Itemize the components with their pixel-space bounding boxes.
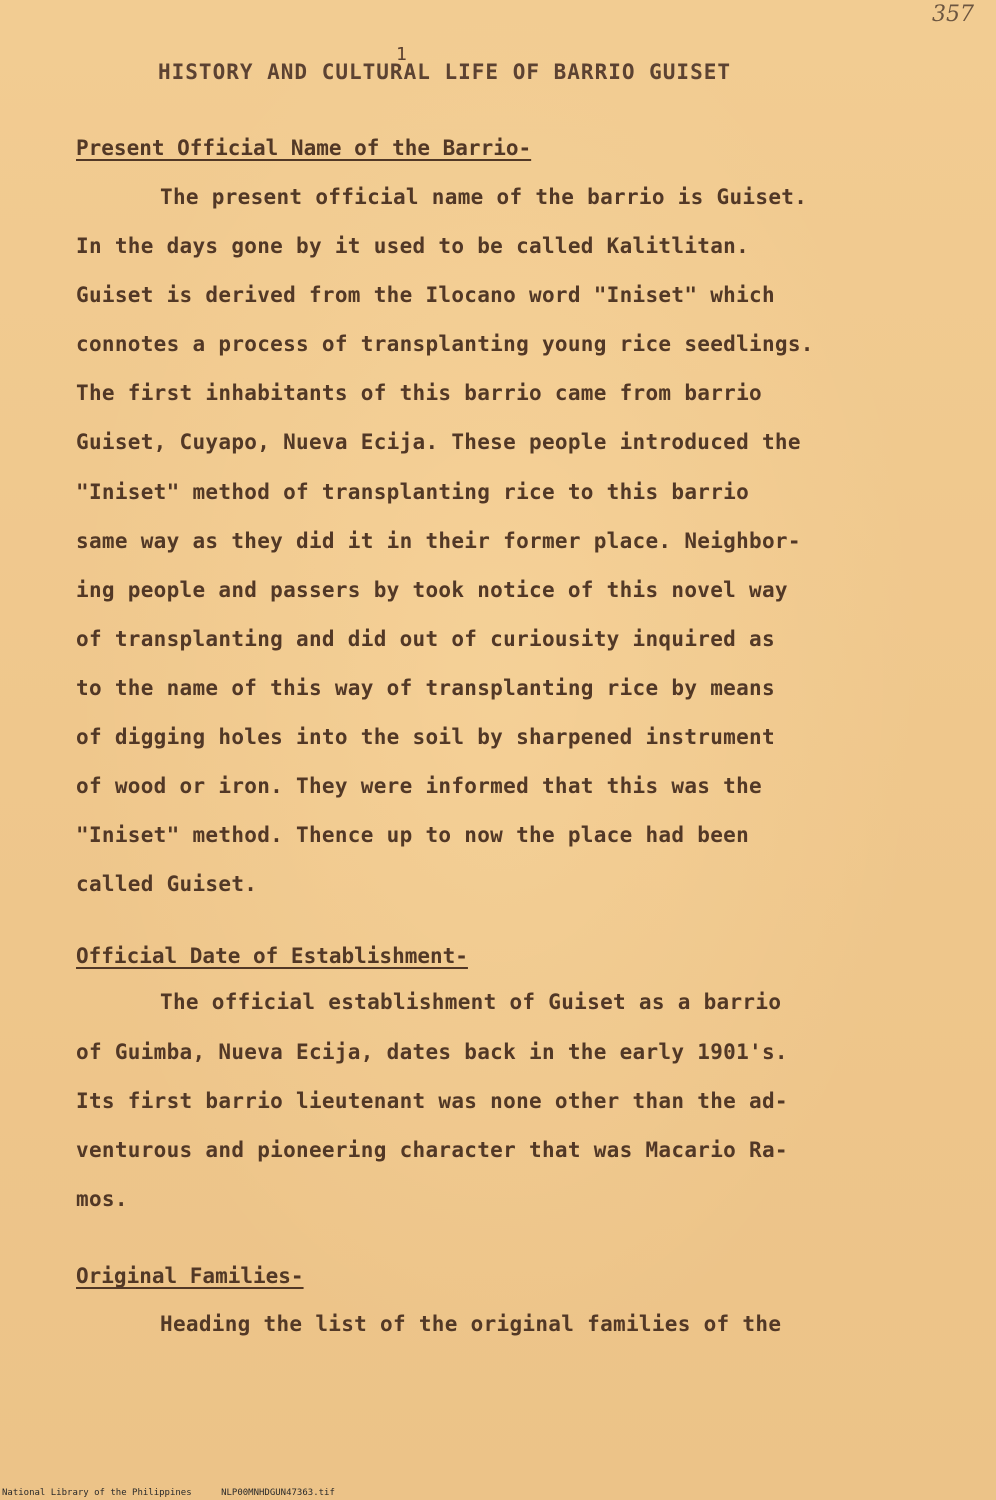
page-number: 357 xyxy=(932,2,974,27)
body-line: to the name of this way of transplanting rice by means xyxy=(76,676,775,700)
body-line: Guiset, Cuyapo, Nueva Ecija. These people introduced the xyxy=(76,430,801,454)
body-line: mos. xyxy=(76,1187,128,1211)
body-line: of Guimba, Nueva Ecija, dates back in the early 1901's. xyxy=(76,1040,788,1064)
footer-file-id: NLP00MNHDGUN47363.tif xyxy=(221,1488,335,1498)
section-heading-establishment: Official Date of Establishment- xyxy=(76,944,468,968)
scan-footer xyxy=(2,1488,359,1498)
body-line: of digging holes into the soil by sharpened instrument xyxy=(76,725,775,749)
body-line: ing people and passers by took notice of this novel way xyxy=(76,578,788,602)
body-line: The present official name of the barrio is Guiset. xyxy=(160,185,808,209)
body-line: of wood or iron. They were informed that this was the xyxy=(76,774,762,798)
body-line: called Guiset. xyxy=(76,872,258,896)
document-title: HISTORY AND CULTURAL LIFE OF BARRIO GUISET xyxy=(158,60,732,84)
body-line: venturous and pioneering character that was Macario Ra- xyxy=(76,1138,788,1162)
body-line: Guiset is derived from the Ilocano word "Iniset" which xyxy=(76,283,775,307)
body-line: The official establishment of Guiset as a barrio xyxy=(160,990,782,1014)
body-line: In the days gone by it used to be called Kalitlitan. xyxy=(76,234,750,258)
folio-number: 1 xyxy=(396,44,407,65)
footer-institution: National Library of the Philippines xyxy=(2,1488,192,1498)
body-line: The first inhabitants of this barrio came from barrio xyxy=(76,381,762,405)
body-line: Heading the list of the original families of the xyxy=(160,1312,782,1336)
body-line: "Iniset" method of transplanting rice to this barrio xyxy=(76,480,750,504)
body-line: of transplanting and did out of curiousity inquired as xyxy=(76,627,775,651)
section-heading-present-name: Present Official Name of the Barrio- xyxy=(76,136,532,160)
body-line: connotes a process of transplanting young rice seedlings. xyxy=(76,332,814,356)
body-line: "Iniset" method. Thence up to now the place had been xyxy=(76,823,750,847)
section-heading-original-families: Original Families- xyxy=(76,1264,304,1288)
body-line: same way as they did it in their former place. Neighbor- xyxy=(76,529,801,553)
body-line: Its first barrio lieutenant was none other than the ad- xyxy=(76,1089,788,1113)
